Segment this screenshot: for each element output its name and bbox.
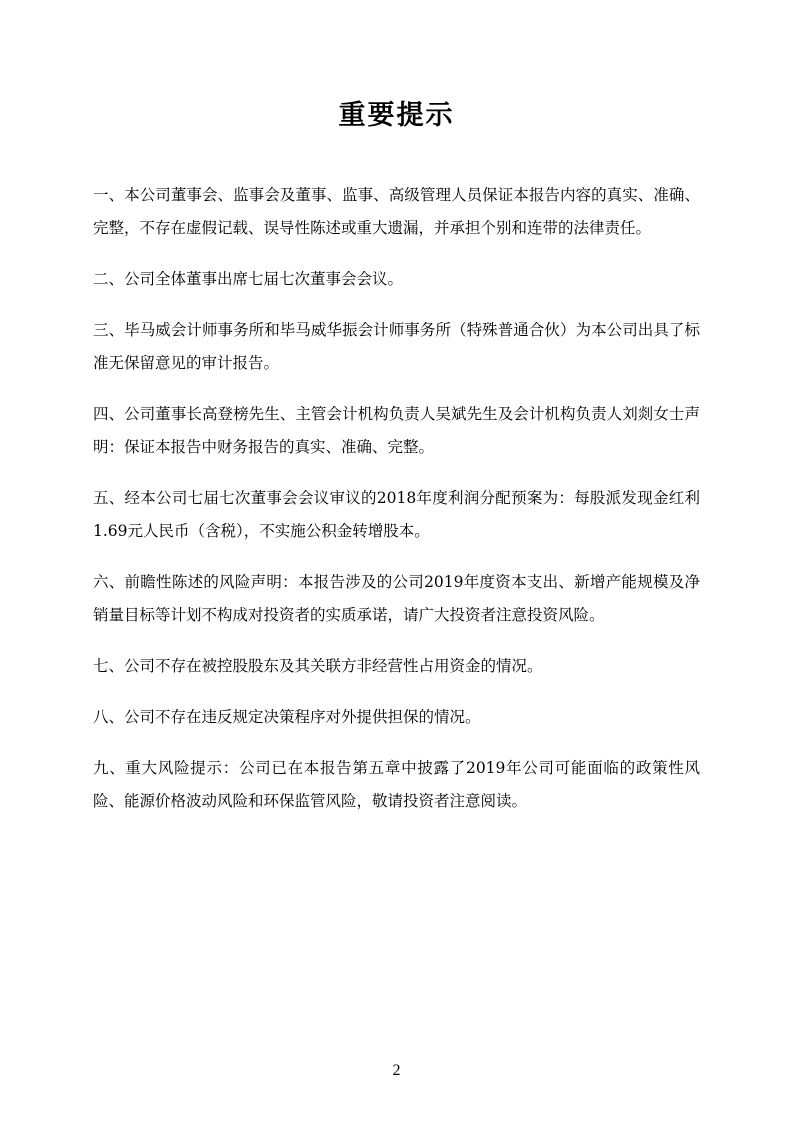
notice-item-1: 一、本公司董事会、监事会及董事、监事、高级管理人员保证本报告内容的真实、准确、完整，不存在虚假记载、误导性陈述或重大遗漏，并承担个别和连带的法律责任。 (93, 186, 700, 237)
notice-item-7: 七、公司不存在被控股股东及其关联方非经营性占用资金的情况。 (93, 657, 543, 675)
notice-item-6: 六、前瞻性陈述的风险声明：本报告涉及的公司2019年度资本支出、新增产能规模及净销量目标等计划不构成对投资者的实质承诺，请广大投资者注意投资风险。 (93, 573, 700, 624)
notice-list (93, 179, 700, 836)
notice-item-3: 三、毕马威会计师事务所和毕马威华振会计师事务所（特殊普通合伙）为本公司出具了标准无保留意见的审计报告。 (93, 321, 700, 372)
page-number: 2 (392, 1062, 401, 1079)
notice-item-9: 九、重大风险提示：公司已在本报告第五章中披露了2019年公司可能面临的政策性风险、能源价格波动风险和环保监管风险，敬请投资者注意阅读。 (93, 759, 700, 810)
notice-item-2: 二、公司全体董事出席七届七次董事会会议。 (93, 270, 404, 288)
notice-item-4: 四、公司董事长高登榜先生、主管会计机构负责人吴斌先生及会计机构负责人刘剡女士声明：保证本报告中财务报告的真实、准确、完整。 (93, 405, 700, 456)
notice-item-8: 八、公司不存在违反规定决策程序对外提供担保的情况。 (93, 708, 481, 726)
page-title: 重要提示 (338, 100, 455, 131)
notice-item-5: 五、经本公司七届七次董事会会议审议的2018年度利润分配预案为：每股派发现金红利1.69元人民币（含税），不实施公积金转增股本。 (93, 489, 700, 540)
